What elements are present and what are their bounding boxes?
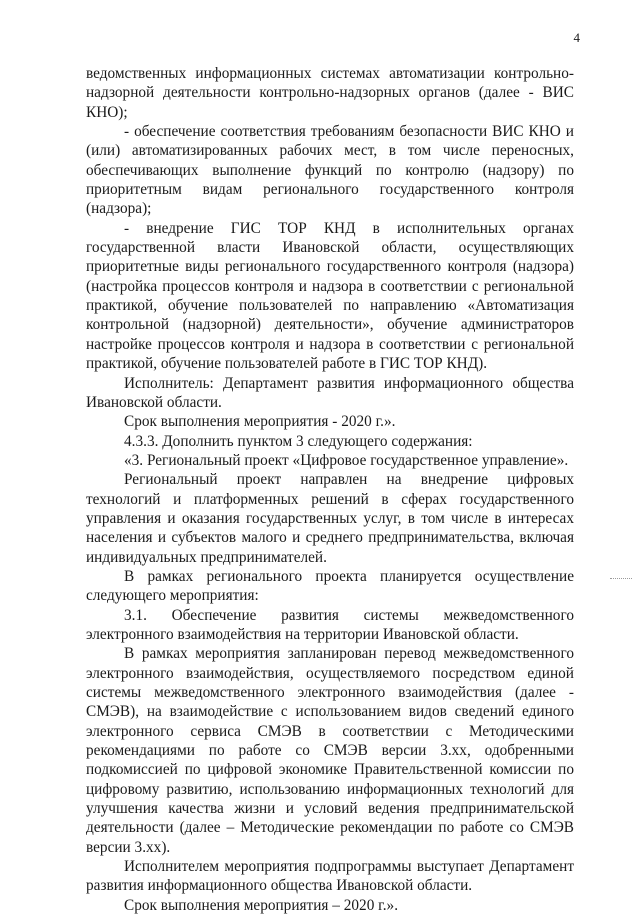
- paragraph-activity-executor: Исполнителем мероприятия подпрограммы выступает Департамент развития информационного общества Ивановской области.: [86, 858, 574, 895]
- paragraph-amendment-4-3-3: 4.3.3. Дополнить пунктом 3 следующего содержания:: [124, 432, 473, 450]
- paragraph-activity-3-1: 3.1. Обеспечение развития системы межведомственного электронного взаимодействия на территории Ивановской области.: [86, 606, 574, 643]
- paragraph-gis-tor-knd: - внедрение ГИС ТОР КНД в исполнительных органах государственной власти Ивановской области, осуществляющих приоритетные виды регионального государственного контроля (надзора) (настройка процессов контроля и надзора в соответствии с региональной практикой, обучение пользователей по направлению «Автоматизация контрольной (надзорной) деятельности», обучение администраторов настройке процессов контроля и надзора в соответствии с региональной практикой, обучение пользователей работе в ГИС ТОР КНД).: [86, 219, 574, 373]
- scan-margin-mark: [610, 578, 632, 579]
- document-body: [86, 64, 574, 915]
- paragraph-activity-deadline: Срок выполнения мероприятия – 2020 г.».: [124, 896, 399, 914]
- paragraph-deadline: Срок выполнения мероприятия - 2020 г.».: [124, 413, 396, 431]
- paragraph-vis-kno-continuation: ведомственных информационных системах автоматизации контрольно-надзорной деятельности контрольно-надзорных органов (далее - ВИС КНО);: [86, 65, 574, 121]
- paragraph-project-title: «3. Региональный проект «Цифровое государственное управление».: [124, 451, 569, 469]
- paragraph-planned-activity: В рамках регионального проекта планируется осуществление следующего мероприятия:: [86, 567, 574, 605]
- paragraph-smev-transition: В рамках мероприятия запланирован перевод межведомственного электронного взаимодействия, осуществляемого посредством единой системы межведомственного электронного взаимодействия (далее - СМЭВ), на взаимодействие с использованием видов сведений единого электронного сервиса СМЭВ в соответствии с Методическими рекомендациями по работе со СМЭВ версии 3.хх, одобренными подкомиссией по цифровой экономике Правительственной комиссии по цифровому развитию, использованию информационных технологий для улучшения качества жизни и условий ведения предпринимательской деятельности (далее – Методические рекомендации по работе со СМЭВ версии 3.хх).: [86, 645, 574, 856]
- paragraph-executor: Исполнитель: Департамент развития информационного общества Ивановской области.: [86, 374, 574, 411]
- page-number: 4: [573, 30, 580, 45]
- paragraph-project-description: Региональный проект направлен на внедрение цифровых технологий и платформенных решений в сферах государственного управления и оказания государственных услуг, в том числе в интересах населения и субъектов малого и среднего предпринимательства, включая индивидуальных предпринимателей.: [86, 471, 574, 566]
- paragraph-security-requirements: - обеспечение соответствия требованиям безопасности ВИС КНО и (или) автоматизированных рабочих мест, в том числе переносных, обеспечивающих выполнение функций по контролю (надзору) по приоритетным видам регионального государственного контроля (надзора);: [86, 123, 574, 218]
